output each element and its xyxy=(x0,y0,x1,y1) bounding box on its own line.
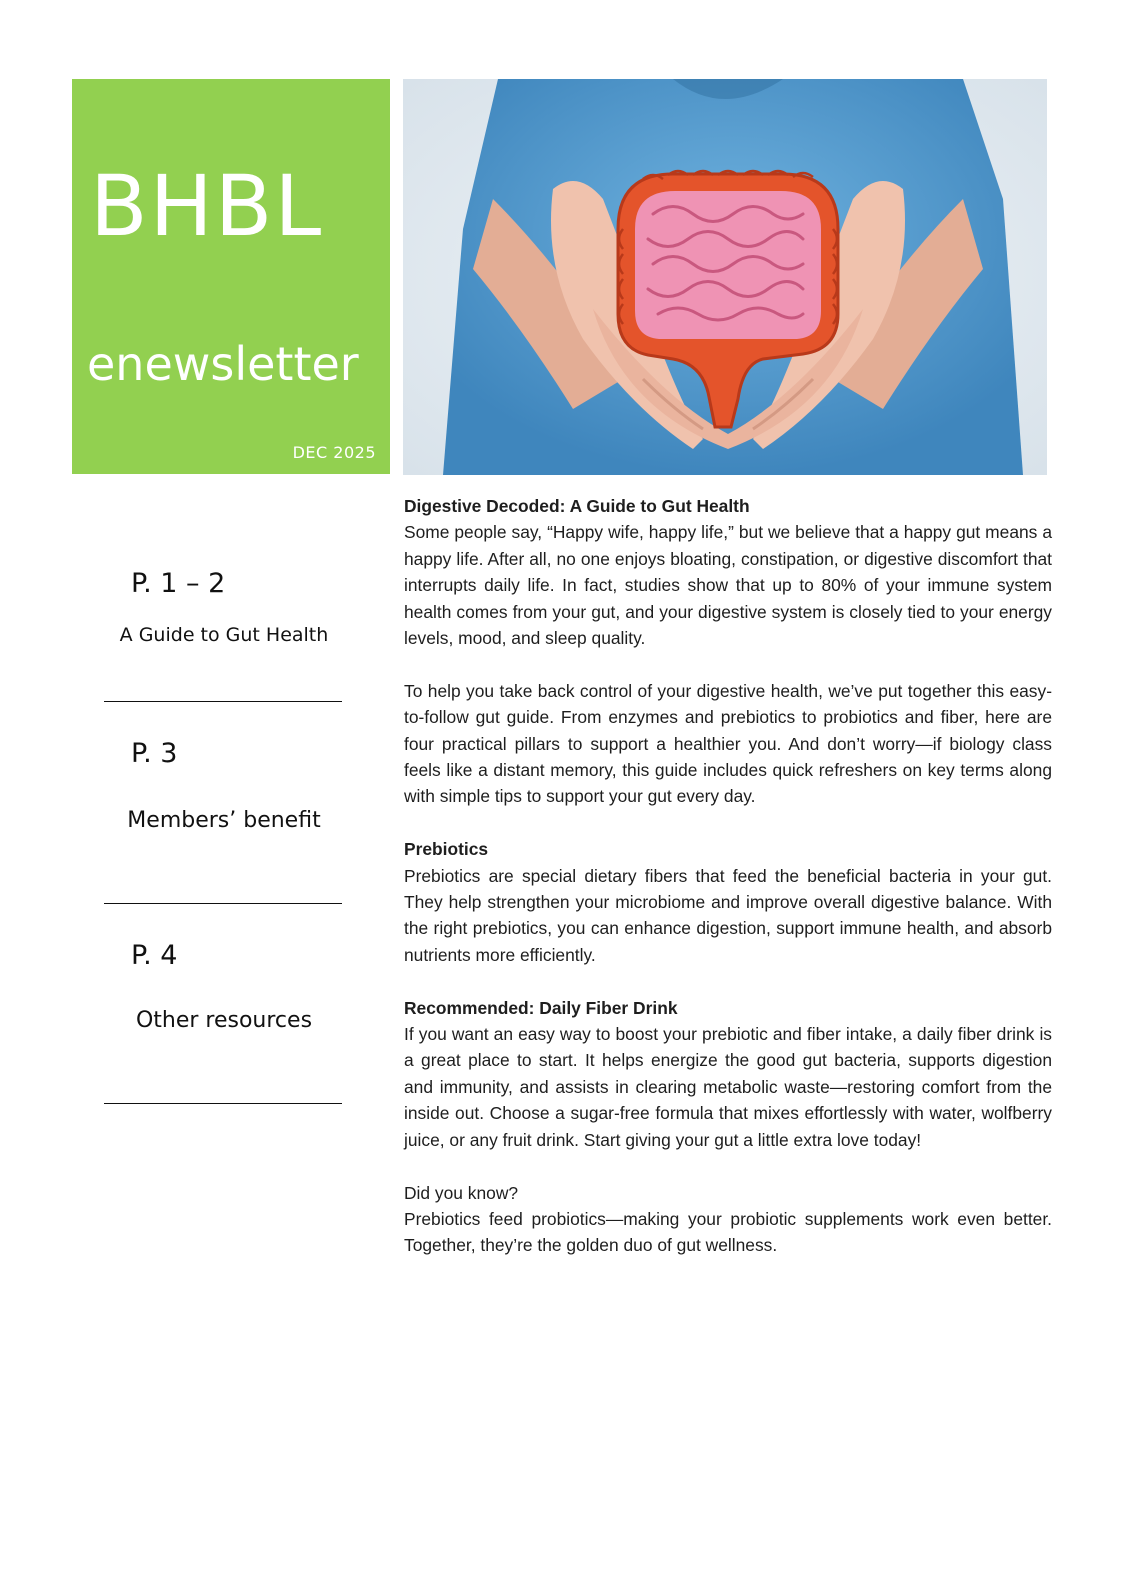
prebiotics-heading: Prebiotics xyxy=(404,839,489,860)
intestine-in-hands-icon xyxy=(403,79,1047,475)
toc-divider xyxy=(104,701,342,702)
issue-date: DEC 2025 xyxy=(292,443,376,462)
toc-title-1[interactable]: A Guide to Gut Health xyxy=(119,624,329,646)
did-you-know-heading: Did you know? xyxy=(404,1182,519,1203)
toc-divider xyxy=(104,903,342,904)
masthead xyxy=(72,79,390,474)
prebiotics-body: Prebiotics are special dietary fibers that feed the beneficial bacteria in your gut. They help strengthen your microbiome and improve overall digestive balance. With the right prebiotics, you can enhance digestion, support immune health, and absorb nutrients more efficiently. xyxy=(404,865,1052,965)
toc-title-2[interactable]: Members’ benefit xyxy=(127,808,321,833)
article-intro-2: To help you take back control of your digestive health, we’ve put together this easy-to-follow gut guide. From enzymes and prebiotics to probiotics and fiber, here are four practical pillars to support a healthier you. And don’t worry—if biology class feels like a distant memory, this guide includes quick refreshers on key terms along with simple tips to support your gut every day. xyxy=(404,680,1052,807)
article xyxy=(404,493,1052,1259)
toc-page-3[interactable]: P. 4 xyxy=(131,940,178,971)
toc-page-1[interactable]: P. 1 – 2 xyxy=(131,568,226,599)
newsletter-subtitle: enewsletter xyxy=(87,337,359,391)
article-intro: Some people say, “Happy wife, happy life,” but we believe that a happy gut means a happy life. After all, no one enjoys bloating, constipation, or digestive discomfort that interrupts daily life. In fact, studies show that up to 80% of your immune system health comes from your gut, and your digestive system is closely tied to your energy levels, mood, and sleep quality. xyxy=(404,522,1052,649)
article-title: Digestive Decoded: A Guide to Gut Health xyxy=(404,496,750,516)
recommended-body: If you want an easy way to boost your prebiotic and fiber intake, a daily fiber drink is a great place to start. It helps energize the good gut bacteria, supports digestion and immunity, and assists in clearing metabolic waste—restoring comfort from the inside out. Choose a sugar-free formula that mixes effortlessly with water, wolfberry juice, or any fruit drink. Start giving your gut a little extra love today! xyxy=(404,1024,1052,1150)
did-you-know-body: Prebiotics feed probiotics—making your probiotic supplements work even better. Together, they’re the golden duo of gut wellness. xyxy=(404,1208,1052,1256)
toc-page-2[interactable]: P. 3 xyxy=(131,738,178,769)
toc-title-3[interactable]: Other resources xyxy=(135,1008,313,1033)
hero-image xyxy=(403,79,1047,475)
recommended-heading: Recommended: Daily Fiber Drink xyxy=(404,997,678,1018)
toc-divider xyxy=(104,1103,342,1104)
brand-title: BHBL xyxy=(90,157,324,255)
